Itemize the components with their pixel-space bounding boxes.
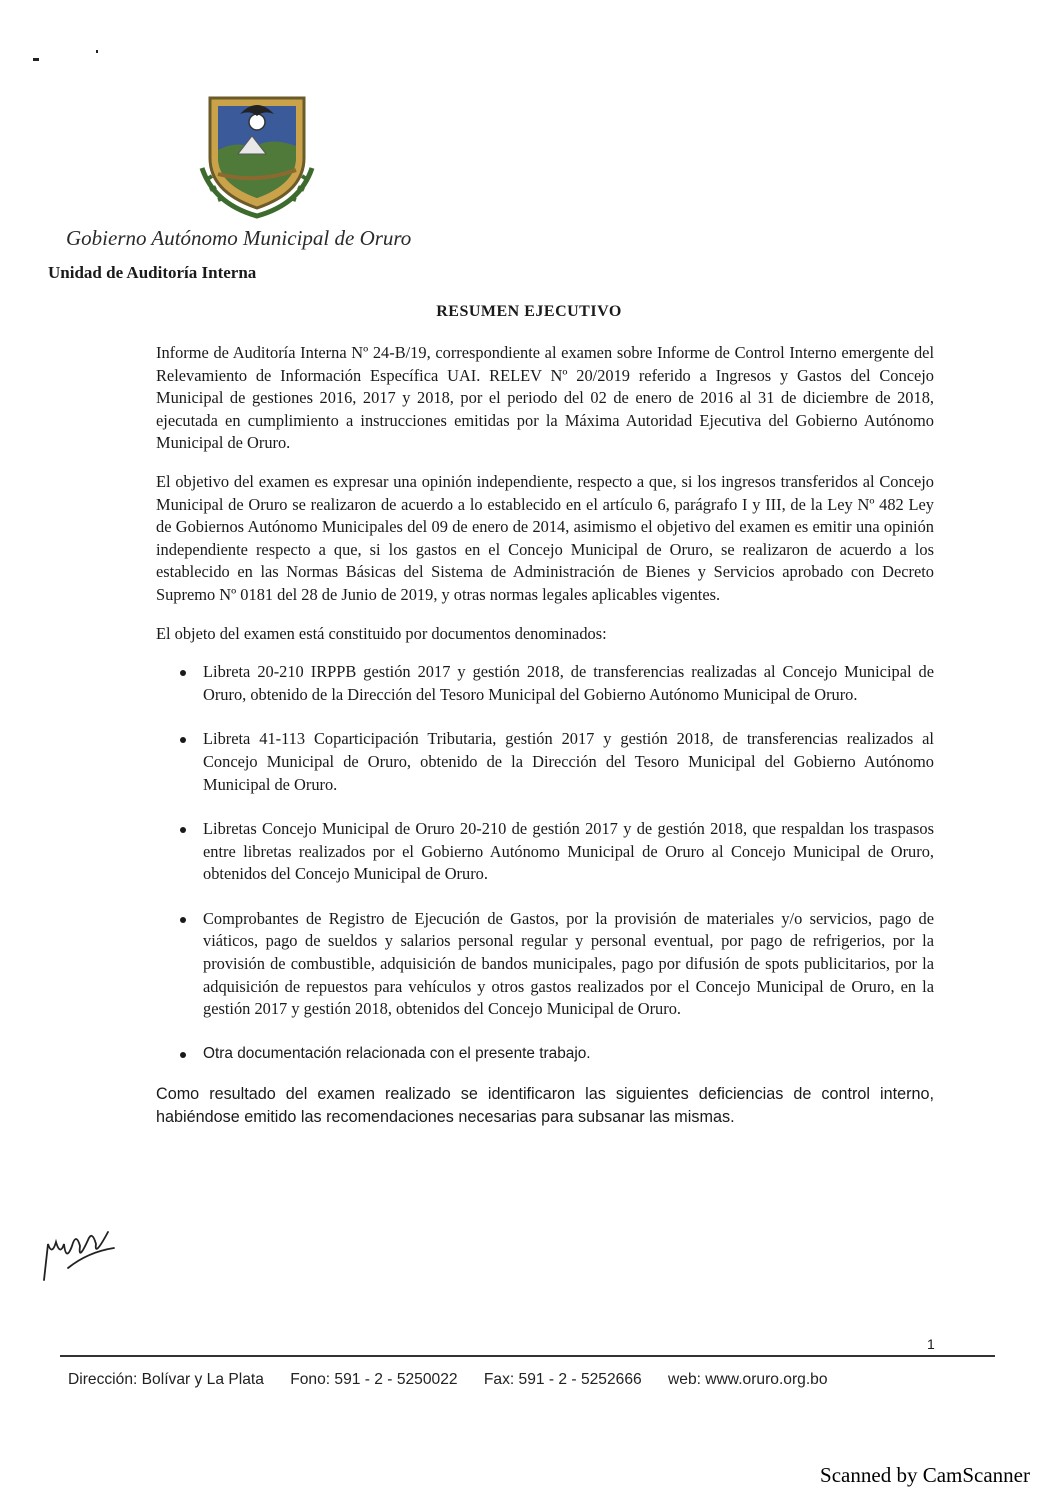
object-intro-paragraph: El objeto del examen está constituido por documentos denominados: <box>156 623 607 643</box>
list-item-text: Libreta 41-113 Coparticipación Tributaria, gestión 2017 y gestión 2018, de transferencias realizados al Concejo Municipal de Oruro, obtenido de la Dirección del Tesoro Municipal del Gobierno Autónomo Municipal de Oruro. <box>203 729 934 794</box>
scan-speck <box>33 58 39 61</box>
objective-paragraph: El objetivo del examen es expresar una opinión independiente, respecto a que, si los ingresos transferidos al Concejo Municipal de Oruro se realizaron de acuerdo a lo establecido en el artículo 6, parágrafo I y III, de la Ley Nº 482 Ley de Gobiernos Autónomo Municipales del 09 de enero de 2014, asimismo el objetivo del examen es emitir una opinión independiente respecto a que, si los gastos en el Concejo Municipal de Oruro, se realizaron de acuerdo a los establecido en las Normas Básicas del Sistema de Administración de Bienes y Servicios aprobado con Decreto Supremo Nº 0181 del 28 de Junio de 2019, y otras normas legales aplicables vigentes. <box>156 471 934 604</box>
bullet-icon <box>180 827 186 833</box>
footer-phone: Fono: 591 - 2 - 5250022 <box>290 1371 458 1388</box>
intro-paragraph: Informe de Auditoría Interna Nº 24-B/19, correspondiente al examen sobre Informe de Control Interno emergente del Relevamiento de Información Específica UAI. RELEV Nº 20/2019 referido a Ingresos y Gastos del Concejo Municipal de gestiones 2016, 2017 y 2018, por el periodo del 02 de enero de 2016 al 31 de diciembre de 2018, ejecutada en cumplimiento a instrucciones emitidas por la Máxima Autoridad Ejecutiva del Gobierno Autónomo Municipal de Oruro. <box>156 343 934 453</box>
document-title: RESUMEN EJECUTIVO <box>436 303 622 320</box>
bullet-icon <box>180 1052 186 1058</box>
footer-web: web: www.oruro.org.bo <box>668 1371 828 1388</box>
footer-fax: Fax: 591 - 2 - 5252666 <box>483 1371 642 1388</box>
footer-address: Dirección: Bolívar y La Plata <box>68 1371 264 1388</box>
signature-icon <box>38 1222 120 1286</box>
list-item <box>156 661 934 706</box>
list-item-text: Libreta 20-210 IRPPB gestión 2017 y gestión 2018, de transferencias realizadas al Concejo Municipal de Oruro, obtenido de la Dirección del Tesoro Municipal del Gobierno Autónomo Municipal de Oruro. <box>203 662 934 704</box>
bullet-icon <box>180 737 186 743</box>
document-body <box>156 342 934 1145</box>
list-item-text: Otra documentación relacionada con el presente trabajo. <box>203 1044 591 1062</box>
list-item <box>156 1043 934 1066</box>
list-item <box>156 728 934 796</box>
footer-divider <box>60 1355 995 1357</box>
municipal-coat-of-arms-icon <box>192 84 322 222</box>
list-item <box>156 908 934 1021</box>
scanner-watermark: Scanned by CamScanner <box>820 1463 1030 1487</box>
list-item-text: Libretas Concejo Municipal de Oruro 20-210 de gestión 2017 y de gestión 2018, que respaldan los traspasos entre libretas realizados por el Gobierno Autónomo Municipal de Oruro al Concejo Municipal de Oruro, obtenidos del Concejo Municipal de Oruro. <box>203 819 934 884</box>
government-name: Gobierno Autónomo Municipal de Oruro <box>66 226 412 250</box>
list-item-text: Comprobantes de Registro de Ejecución de Gastos, por la provisión de materiales y/o servicios, pago de viáticos, pago de sueldos y salarios personal regular y personal eventual, por pago de refrigerios, por la provisión de combustible, adquisición de bandos municipales, pago por difusión de spots publicitarios, por la adquisición de repuestos para vehículos y otros gastos realizados por el Concejo Municipal de Oruro, en la gestión 2017 y gestión 2018, obtenidos del Concejo Municipal de Oruro. <box>203 908 934 1019</box>
page-number: 1 <box>927 1336 935 1352</box>
bullet-icon <box>180 670 186 676</box>
bullet-icon <box>180 917 186 923</box>
unit-name: Unidad de Auditoría Interna <box>48 263 257 282</box>
documents-list <box>156 661 934 1065</box>
scan-speck <box>96 50 98 53</box>
conclusion-paragraph: Como resultado del examen realizado se identificaron las siguientes deficiencias de control interno, habiéndose emitido las recomendaciones necesarias para subsanar las mismas. <box>156 1085 934 1127</box>
footer-contact <box>68 1371 1028 1389</box>
list-item <box>156 818 934 886</box>
